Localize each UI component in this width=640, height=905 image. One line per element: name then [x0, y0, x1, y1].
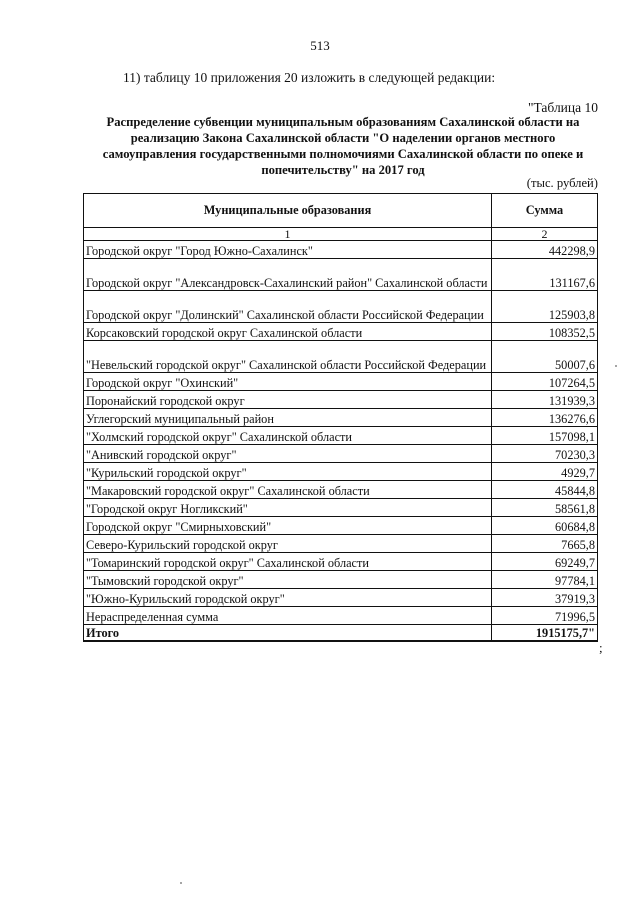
intro-text: 11) таблицу 10 приложения 20 изложить в следующей редакции: — [123, 70, 496, 85]
subvention-sum: 131939,3 — [492, 391, 598, 409]
table-label: "Таблица 10 — [528, 100, 598, 115]
table-row — [84, 391, 598, 409]
total-row — [84, 625, 598, 642]
table-row — [84, 259, 598, 291]
municipality-name: "Макаровский городской округ" Сахалинской области — [84, 481, 492, 499]
page-number: 513 — [310, 38, 330, 53]
column-number-1: 1 — [84, 228, 492, 241]
table-row — [84, 607, 598, 625]
municipality-name: "Томаринский городской округ" Сахалинской области — [84, 553, 492, 571]
table-row — [84, 409, 598, 427]
subvention-sum: 71996,5 — [492, 607, 598, 625]
subvention-sum: 70230,3 — [492, 445, 598, 463]
municipality-name: Корсаковский городской округ Сахалинской области — [84, 323, 492, 341]
table-row — [84, 517, 598, 535]
table-title: Распределение субвенции муниципальным образованиям Сахалинской области на реализацию Закона Сахалинской области "О наделении органов местного самоуправления государственными полномочиями Сахалинской области по опеке и попечительству" на 2017 год — [102, 115, 584, 177]
subvention-sum: 7665,8 — [492, 535, 598, 553]
table-row — [84, 241, 598, 259]
subvention-sum: 4929,7 — [492, 463, 598, 481]
subvention-sum: 37919,3 — [492, 589, 598, 607]
municipality-name: Городской округ "Город Южно-Сахалинск" — [84, 241, 492, 259]
municipality-name: "Южно-Курильский городской округ" — [84, 589, 492, 607]
scan-speck — [615, 365, 617, 367]
table-row — [84, 427, 598, 445]
municipality-name: "Курильский городской округ" — [84, 463, 492, 481]
municipality-name: "Холмский городской округ" Сахалинской области — [84, 427, 492, 445]
subvention-sum: 50007,6 — [492, 341, 598, 373]
municipality-name: "Тымовский городской округ" — [84, 571, 492, 589]
column-number-2: 2 — [492, 228, 598, 241]
subvention-table — [83, 193, 598, 642]
municipality-name: "Городской округ Ногликский" — [84, 499, 492, 517]
municipality-name: Северо-Курильский городской округ — [84, 535, 492, 553]
total-sum: 1915175,7" — [492, 625, 598, 642]
closing-semicolon: ; — [599, 640, 603, 655]
municipality-name: Городской округ "Долинский" Сахалинской области Российской Федерации — [84, 291, 492, 323]
subvention-sum: 136276,6 — [492, 409, 598, 427]
municipality-name: "Невельский городской округ" Сахалинской области Российской Федерации — [84, 341, 492, 373]
subvention-sum: 97784,1 — [492, 571, 598, 589]
subvention-sum: 108352,5 — [492, 323, 598, 341]
total-label: Итого — [84, 625, 492, 642]
table-row — [84, 373, 598, 391]
table-row — [84, 499, 598, 517]
table-row — [84, 445, 598, 463]
table-row — [84, 291, 598, 323]
subvention-sum: 131167,6 — [492, 259, 598, 291]
header-sum: Сумма — [492, 194, 598, 228]
municipality-name: Поронайский городской округ — [84, 391, 492, 409]
table-row — [84, 589, 598, 607]
table-row — [84, 553, 598, 571]
subvention-sum: 157098,1 — [492, 427, 598, 445]
table-row — [84, 463, 598, 481]
municipality-name: Городской округ "Охинский" — [84, 373, 492, 391]
municipality-name: Нераспределенная сумма — [84, 607, 492, 625]
column-number-row — [84, 228, 598, 241]
municipality-name: Углегорский муниципальный район — [84, 409, 492, 427]
header-row — [84, 194, 598, 228]
table-row — [84, 341, 598, 373]
table-row — [84, 535, 598, 553]
subvention-sum: 58561,8 — [492, 499, 598, 517]
subvention-sum: 60684,8 — [492, 517, 598, 535]
table-row — [84, 481, 598, 499]
subvention-sum: 45844,8 — [492, 481, 598, 499]
table-body — [84, 241, 598, 642]
subvention-sum: 69249,7 — [492, 553, 598, 571]
header-municipalities: Муниципальные образования — [84, 194, 492, 228]
municipality-name: Городской округ "Смирныховский" — [84, 517, 492, 535]
table-row — [84, 323, 598, 341]
subvention-sum: 125903,8 — [492, 291, 598, 323]
units-label: (тыс. рублей) — [526, 176, 598, 190]
scan-speck — [180, 882, 182, 884]
subvention-sum: 107264,5 — [492, 373, 598, 391]
table-row — [84, 571, 598, 589]
municipality-name: Городской округ "Александровск-Сахалинский район" Сахалинской области — [84, 259, 492, 291]
municipality-name: "Анивский городской округ" — [84, 445, 492, 463]
subvention-sum: 442298,9 — [492, 241, 598, 259]
